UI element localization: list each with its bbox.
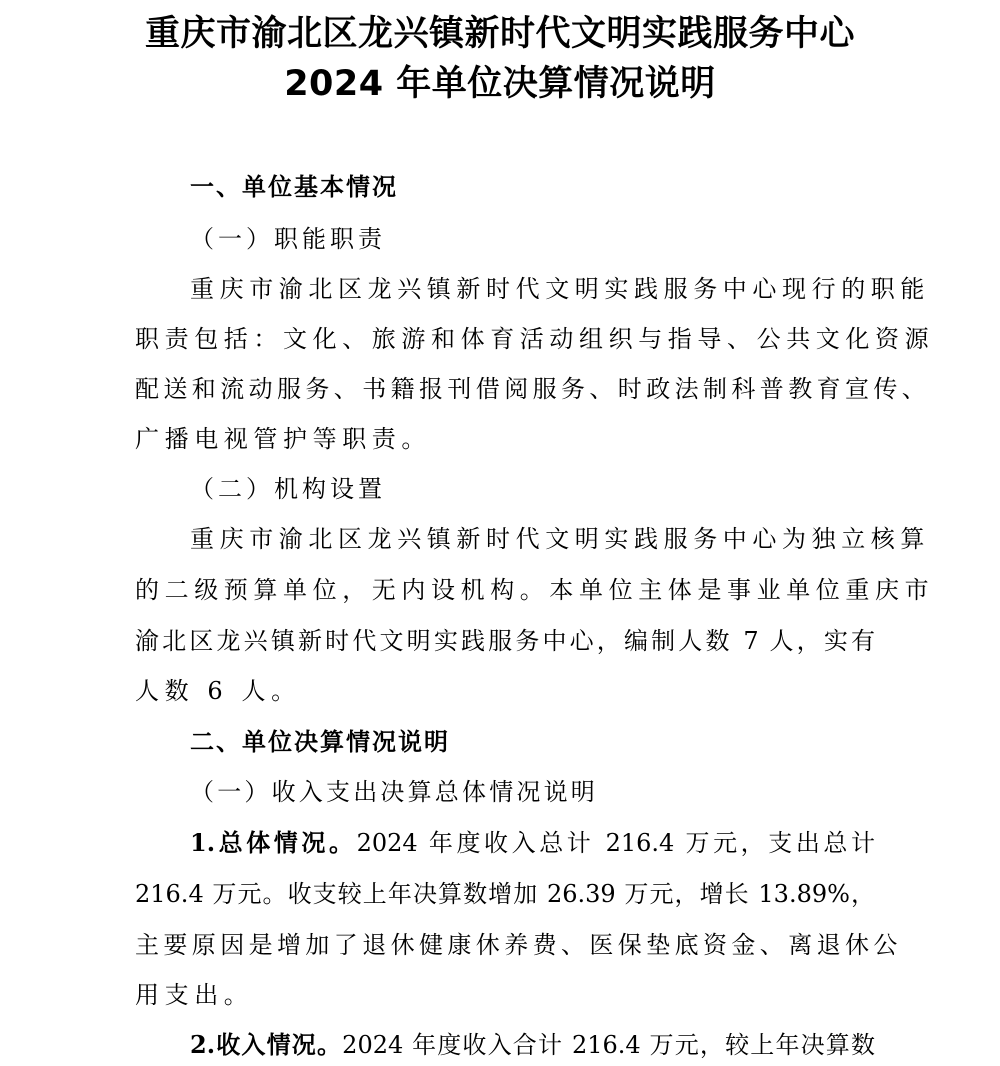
section1-heading: 一、单位基本情况 xyxy=(190,173,398,201)
paragraph-line: 职责包括：文化、旅游和体育活动组织与指导、公共文化资源 xyxy=(135,325,935,353)
paragraph-line: 用支出。 xyxy=(135,981,254,1009)
paragraph-line: 广播电视管护等职责。 xyxy=(135,425,431,453)
document-title-line1: 重庆市渝北区龙兴镇新时代文明实践服务中心 xyxy=(144,14,855,54)
document-title-line2: 2024 年单位决算情况说明 xyxy=(284,64,716,104)
section1-sub1-heading: （一）职能职责 xyxy=(190,225,386,253)
paragraph-line: 重庆市渝北区龙兴镇新时代文明实践服务中心现行的职能 xyxy=(190,275,930,303)
paragraph-lead: 2.收入情况。 xyxy=(190,1030,343,1059)
paragraph-line: 重庆市渝北区龙兴镇新时代文明实践服务中心为独立核算 xyxy=(190,525,930,553)
paragraph-text: 2024 年度收入总计 216.4 万元，支出总计 xyxy=(356,829,875,857)
section1-sub2-heading: （二）机构设置 xyxy=(190,475,386,503)
paragraph-line: 配送和流动服务、书籍报刊借阅服务、时政法制科普教育宣传、 xyxy=(135,375,931,403)
paragraph-line: 主要原因是增加了退休健康休养费、医保垫底资金、离退休公 xyxy=(135,931,902,959)
paragraph-line xyxy=(190,826,875,860)
paragraph-line: 渝北区龙兴镇新时代文明实践服务中心，编制人数 7 人，实有 xyxy=(135,627,875,655)
paragraph-line xyxy=(190,1028,875,1062)
paragraph-line: 216.4 万元。收支较上年决算数增加 26.39 万元，增长 13.89%， xyxy=(135,880,875,908)
paragraph-line: 人数 6 人。 xyxy=(135,677,301,705)
paragraph-text: 2024 年度收入合计 216.4 万元，较上年决算数 xyxy=(342,1031,875,1059)
section2-heading: 二、单位决算情况说明 xyxy=(190,728,450,756)
paragraph-line: 的二级预算单位，无内设机构。本单位主体是事业单位重庆市 xyxy=(135,576,935,604)
section2-sub1-heading: （一）收入支出决算总体情况说明 xyxy=(190,778,598,806)
paragraph-lead: 1.总体情况。 xyxy=(190,828,357,857)
